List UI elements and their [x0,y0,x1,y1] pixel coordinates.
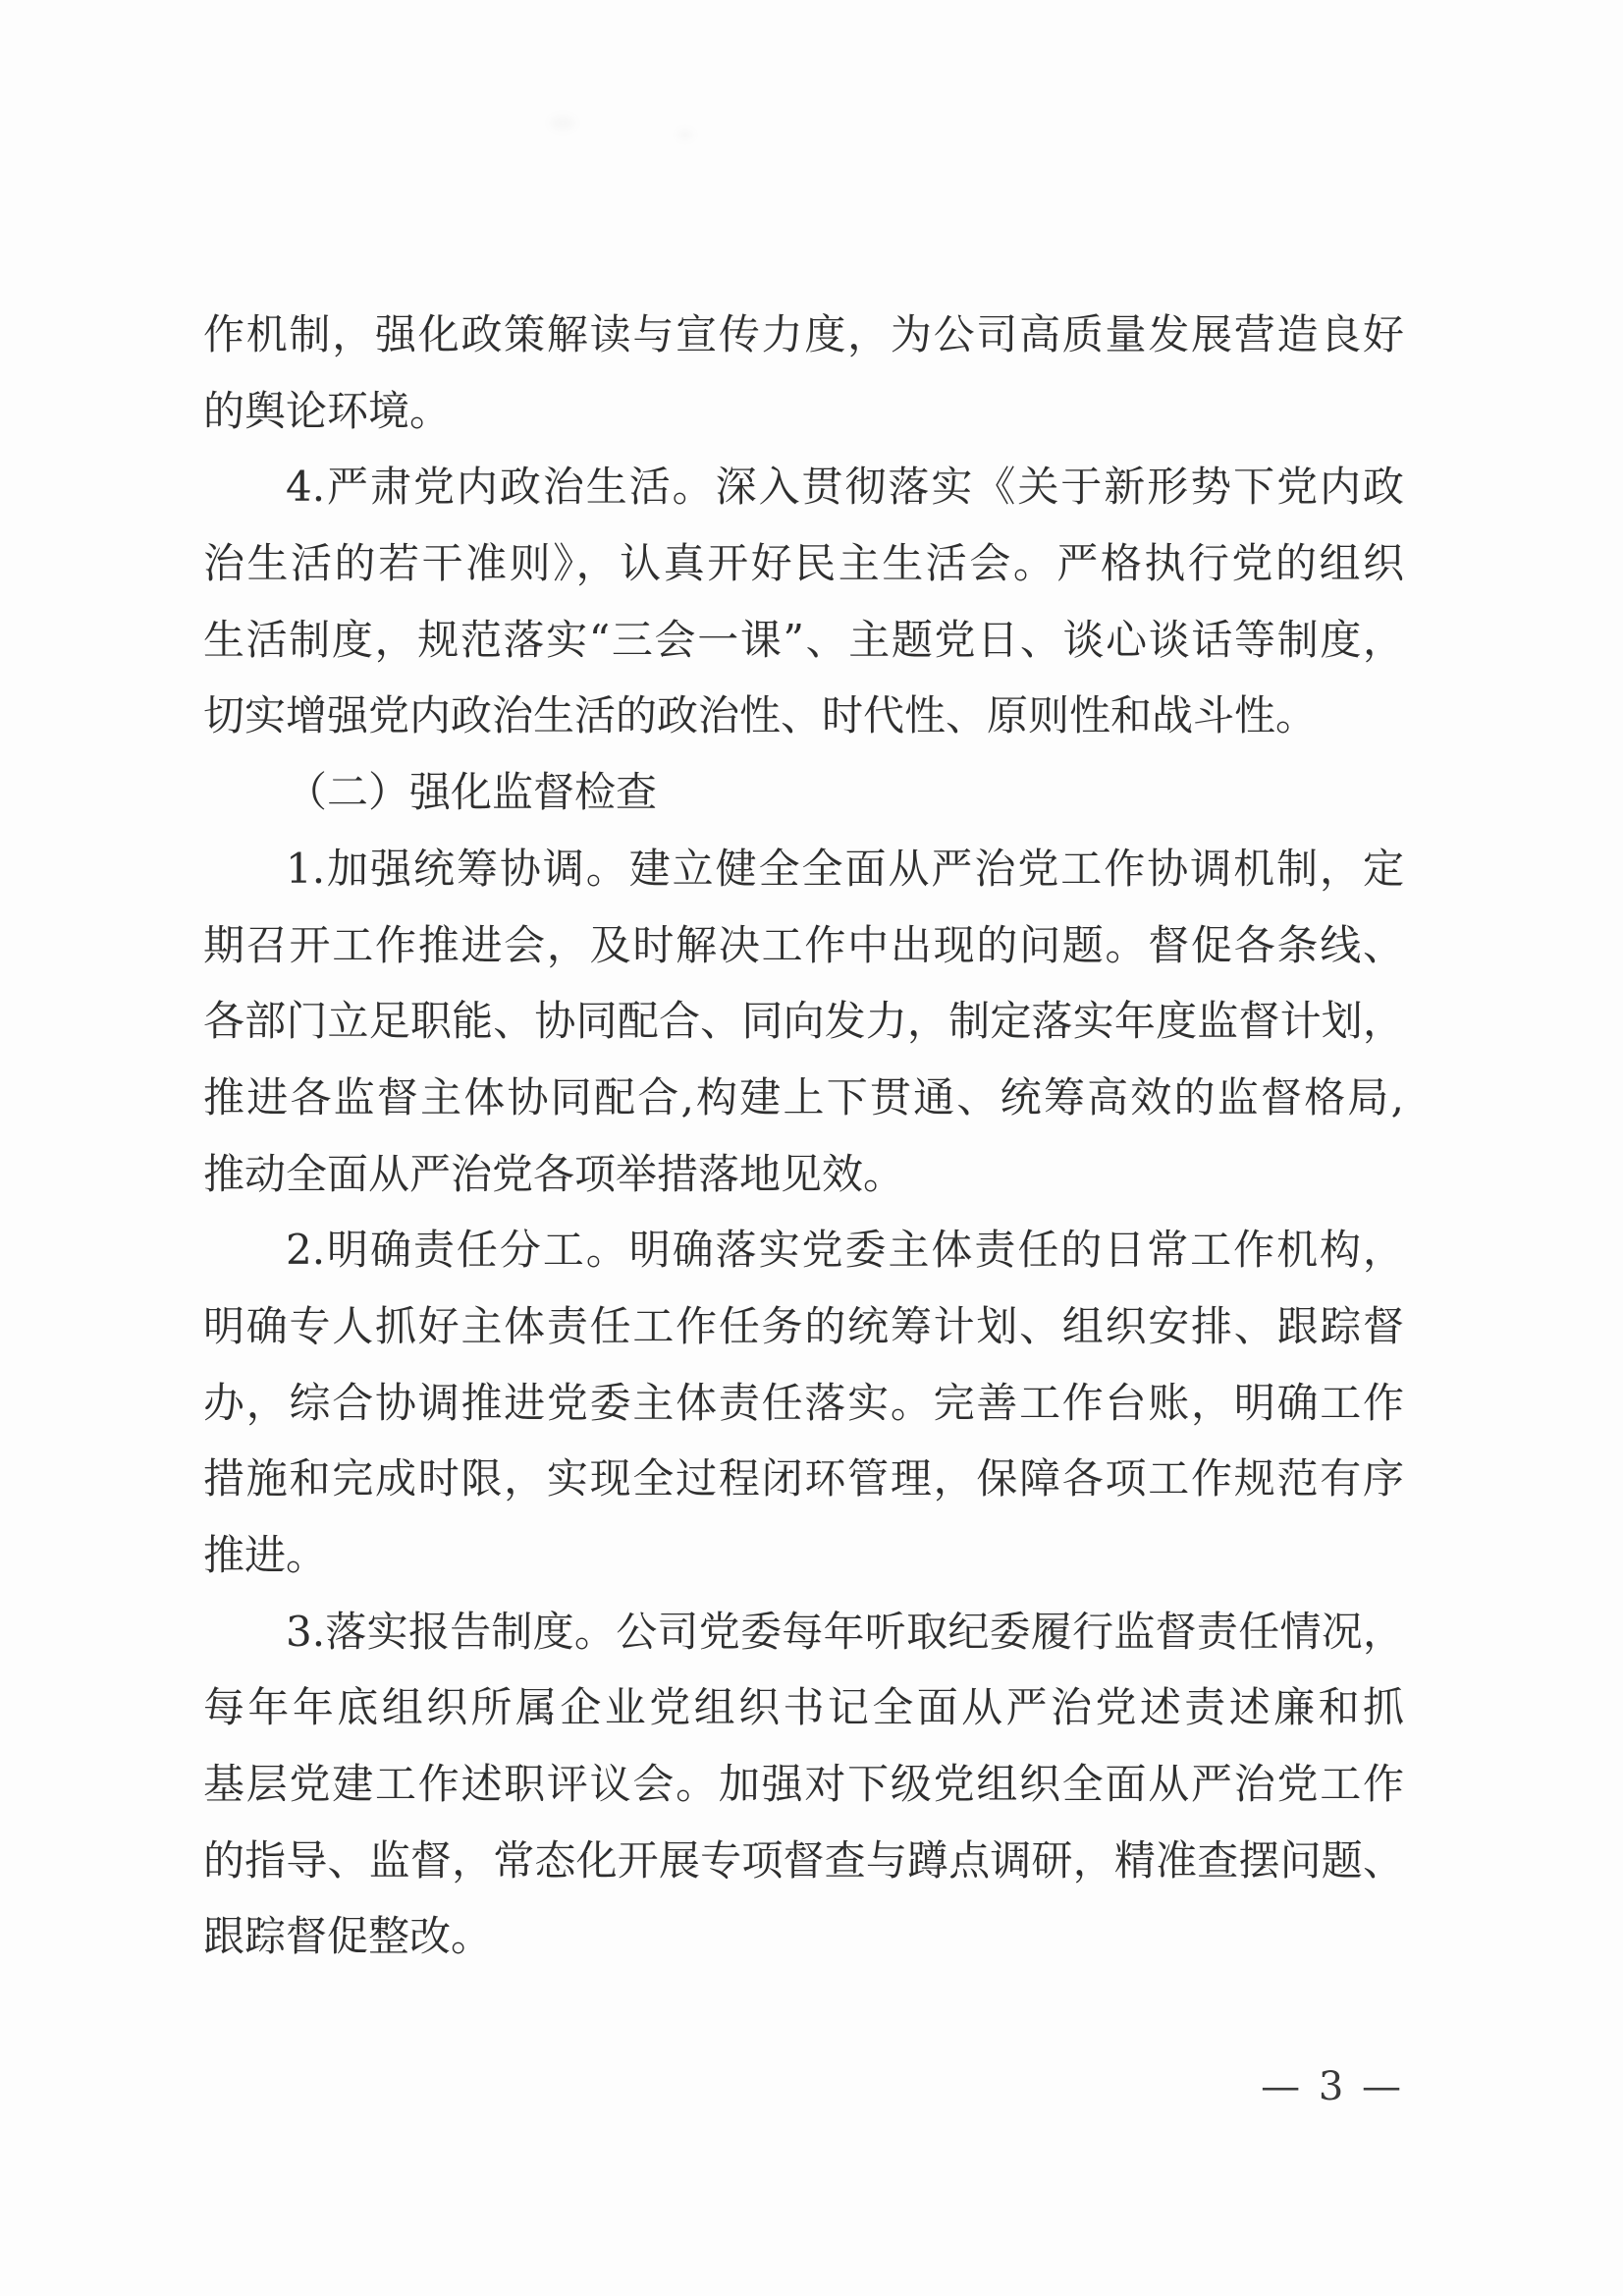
text-line: 明确专人抓好主体责任工作任务的统筹计划、组织安排、跟踪督 [203,1301,1404,1350]
text-line: （二）强化监督检查 [286,768,658,817]
text-line: 治生活的若干准则》，认真开好民主生活会。严格执行党的组织 [203,539,1404,588]
text-line: 3.落实报告制度。公司党委每年听取纪委履行监督责任情况， [286,1607,1404,1656]
text-line: 期召开工作推进会，及时解决工作中出现的问题。督促各条线、 [203,920,1404,969]
page-number-text: — 3 — [1261,2064,1404,2109]
text-line: 每年年底组织所属企业党组织书记全面从严治党述责述廉和抓 [203,1683,1404,1732]
text-line: 生活制度，规范落实“三会一课”、主题党日、谈心谈话等制度， [203,615,1404,664]
text-line: 2.明确责任分工。明确落实党委主体责任的日常工作机构， [286,1226,1404,1275]
text-line: 推动全面从严治党各项举措落地见效。 [203,1149,905,1198]
text-line: 的指导、监督，常态化开展专项督查与蹲点调研，精准查摆问题、 [203,1835,1404,1885]
text-line: 的舆论环境。 [203,386,452,435]
page-number [1261,2065,1404,2108]
text-line: 作机制，强化政策解读与宣传力度，为公司高质量发展营造良好 [203,310,1404,358]
scan-smudge [550,116,575,130]
text-line: 基层党建工作述职评议会。加强对下级党组织全面从严治党工作 [203,1760,1404,1809]
document-body [203,297,1404,1975]
text-line: 切实增强党内政治生活的政治性、时代性、原则性和战斗性。 [203,691,1318,740]
text-line: 4.严肃党内政治生活。深入贯彻落实《关于新形势下党内政 [286,463,1404,512]
text-line: 措施和完成时限，实现全过程闭环管理，保障各项工作规范有序 [203,1454,1404,1503]
text-line: 推进各监督主体协同配合,构建上下贯通、统筹高效的监督格局, [203,1072,1404,1121]
text-line: 1.加强统筹协调。建立健全全面从严治党工作协调机制，定 [286,844,1404,893]
text-line: 各部门立足职能、协同配合、同向发力，制定落实年度监督计划， [203,997,1404,1046]
scan-smudge [677,130,693,139]
text-line: 推进。 [203,1531,328,1579]
text-line: 跟踪督促整改。 [203,1912,493,1961]
text-line: 办，综合协调推进党委主体责任落实。完善工作台账，明确工作 [203,1378,1404,1427]
